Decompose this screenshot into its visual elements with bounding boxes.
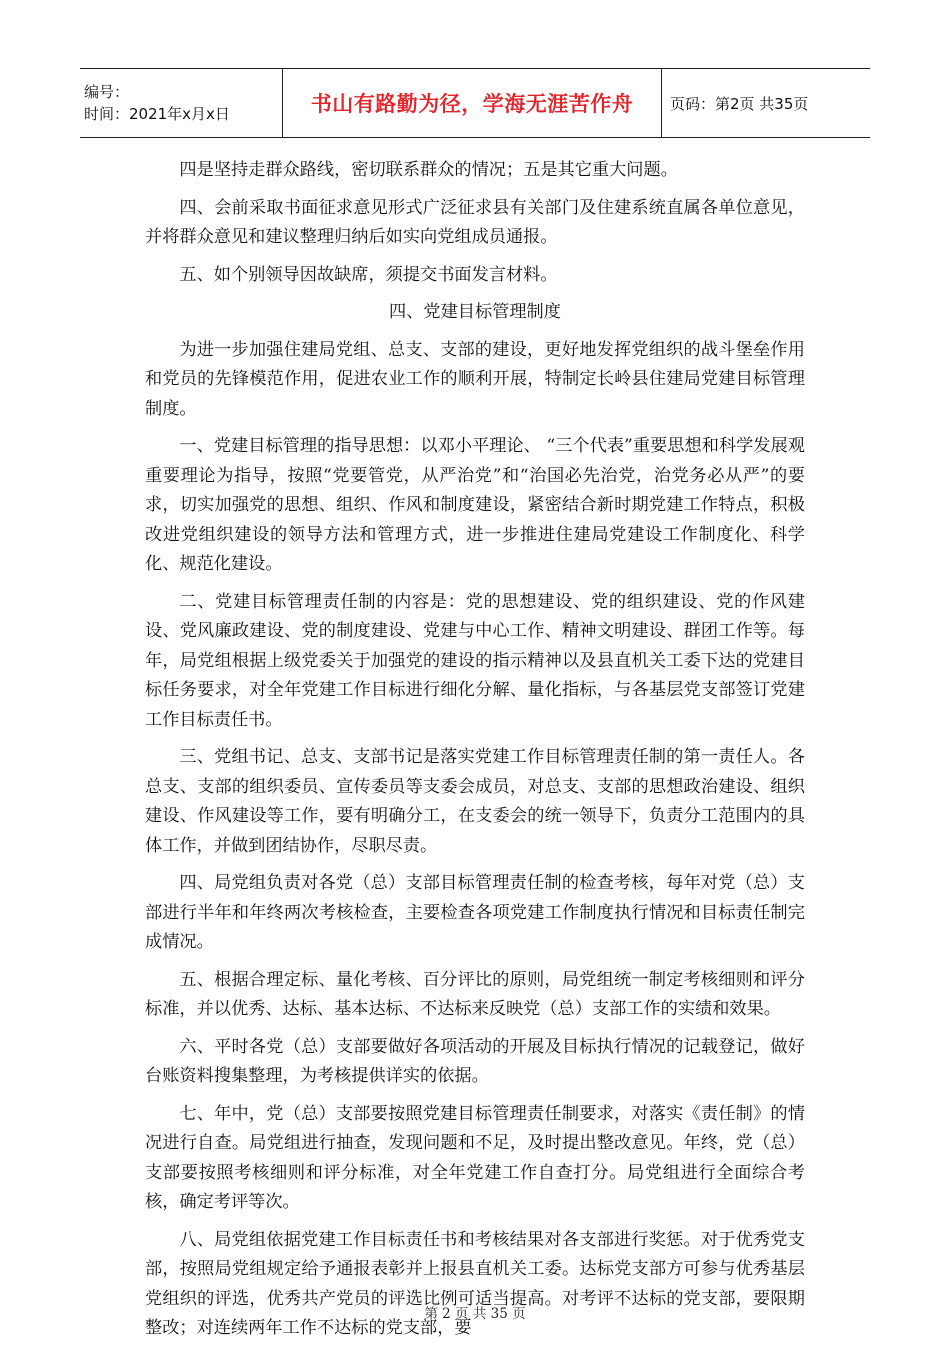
- paragraph: 七、年中，党（总）支部要按照党建目标管理责任制要求，对落实《责任制》的情况进行自查。局党组进行抽查，发现问题和不足，及时提出整改意见。年终，党（总）支部要按照考核细则和评分标准，对全年党建工作自查打分。局党组进行全面综合考核，确定考评等次。: [145, 1103, 805, 1212]
- section-title: 四、党建目标管理制度: [389, 302, 561, 322]
- header-motto: 书山有路勤为径，学海无涯苦作舟: [283, 69, 662, 137]
- paragraph: 一、党建目标管理的指导思想：以邓小平理论、 “三个代表”重要思想和科学发展观重要理论为指导，按照“党要管党，从严治党”和“治国必先治党，治党务必从严”的要求，切实加强党的思想、组织、作风和制度建设，紧密结合新时期党建工作特点，积极改进党组织建设的领导方法和管理方式，进一步推进住建局党建设工作制度化、科学化、规范化建设。: [145, 436, 805, 574]
- paragraph: 五、如个别领导因故缺席，须提交书面发言材料。: [179, 264, 558, 285]
- paragraph: 二、党建目标管理责任制的内容是：党的思想建设、党的组织建设、党的作风建设、党风廉政建设、党的制度建设、党建与中心工作、精神文明建设、群团工作等。每年，局党组根据上级党委关于加强党的建设的指示精神以及县直机关工委下达的党建目标任务要求，对全年党建工作目标进行细化分解、量化指标，与各基层党支部签订党建工作目标责任书。: [145, 591, 805, 730]
- paragraph: 六、平时各党（总）支部要做好各项活动的开展及目标执行情况的记载登记，做好台账资料搜集整理，为考核提供详实的依据。: [145, 1036, 805, 1086]
- document-number-label: 编号：: [84, 83, 130, 101]
- paragraph: 四、会前采取书面征求意见形式广泛征求县有关部门及住建系统直属各单位意见，并将群众意见和建议整理归纳后如实向党组成员通报。: [145, 197, 805, 247]
- paragraph: 八、局党组依据党建工作目标责任书和考核结果对各支部进行奖惩。对于优秀党支部，按照局党组规定给予通报表彰并上报县直机关工委。达标党支部方可参与优秀基层党组织的评选，优秀共产党员的评选比例可适当提高。对考评不达标的党支部，要限期整改；对连续两年工作不达标的党支部，要: [145, 1229, 805, 1338]
- header-meta: [80, 69, 283, 137]
- header-page-info: 页码：第2页 共35页: [670, 94, 809, 113]
- page-header: [80, 68, 870, 138]
- paragraph: 五、根据合理定标、量化考核、百分评比的原则，局党组统一制定考核细则和评分标准，并以优秀、达标、基本达标、不达标来反映党（总）支部工作的实绩和效果。: [145, 969, 805, 1019]
- document-time: 时间：2021年x月x日: [84, 105, 230, 123]
- document-body: [145, 156, 805, 1352]
- page-footer: 第 2 页 共 35 页: [424, 1306, 526, 1322]
- paragraph: 四、局党组负责对各党（总）支部目标管理责任制的检查考核，每年对党（总）支部进行半年和年终两次考核检查，主要检查各项党建工作制度执行情况和目标责任制完成情况。: [145, 873, 805, 952]
- paragraph: 三、党组书记、总支、支部书记是落实党建工作目标管理责任制的第一责任人。各总支、支部的组织委员、宣传委员等支委会成员，对总支、支部的思想政治建设、组织建设、作风建设等工作，要有明确分工，在支委会的统一领导下，负责分工范围内的具体工作，并做到团结协作，尽职尽责。: [145, 747, 805, 856]
- paragraph: 四是坚持走群众路线，密切联系群众的情况；五是其它重大问题。: [179, 160, 678, 180]
- paragraph: 为进一步加强住建局党组、总支、支部的建设，更好地发挥党组织的战斗堡垒作用和党员的先锋模范作用，促进农业工作的顺利开展，特制定长岭县住建局党建目标管理制度。: [145, 339, 805, 419]
